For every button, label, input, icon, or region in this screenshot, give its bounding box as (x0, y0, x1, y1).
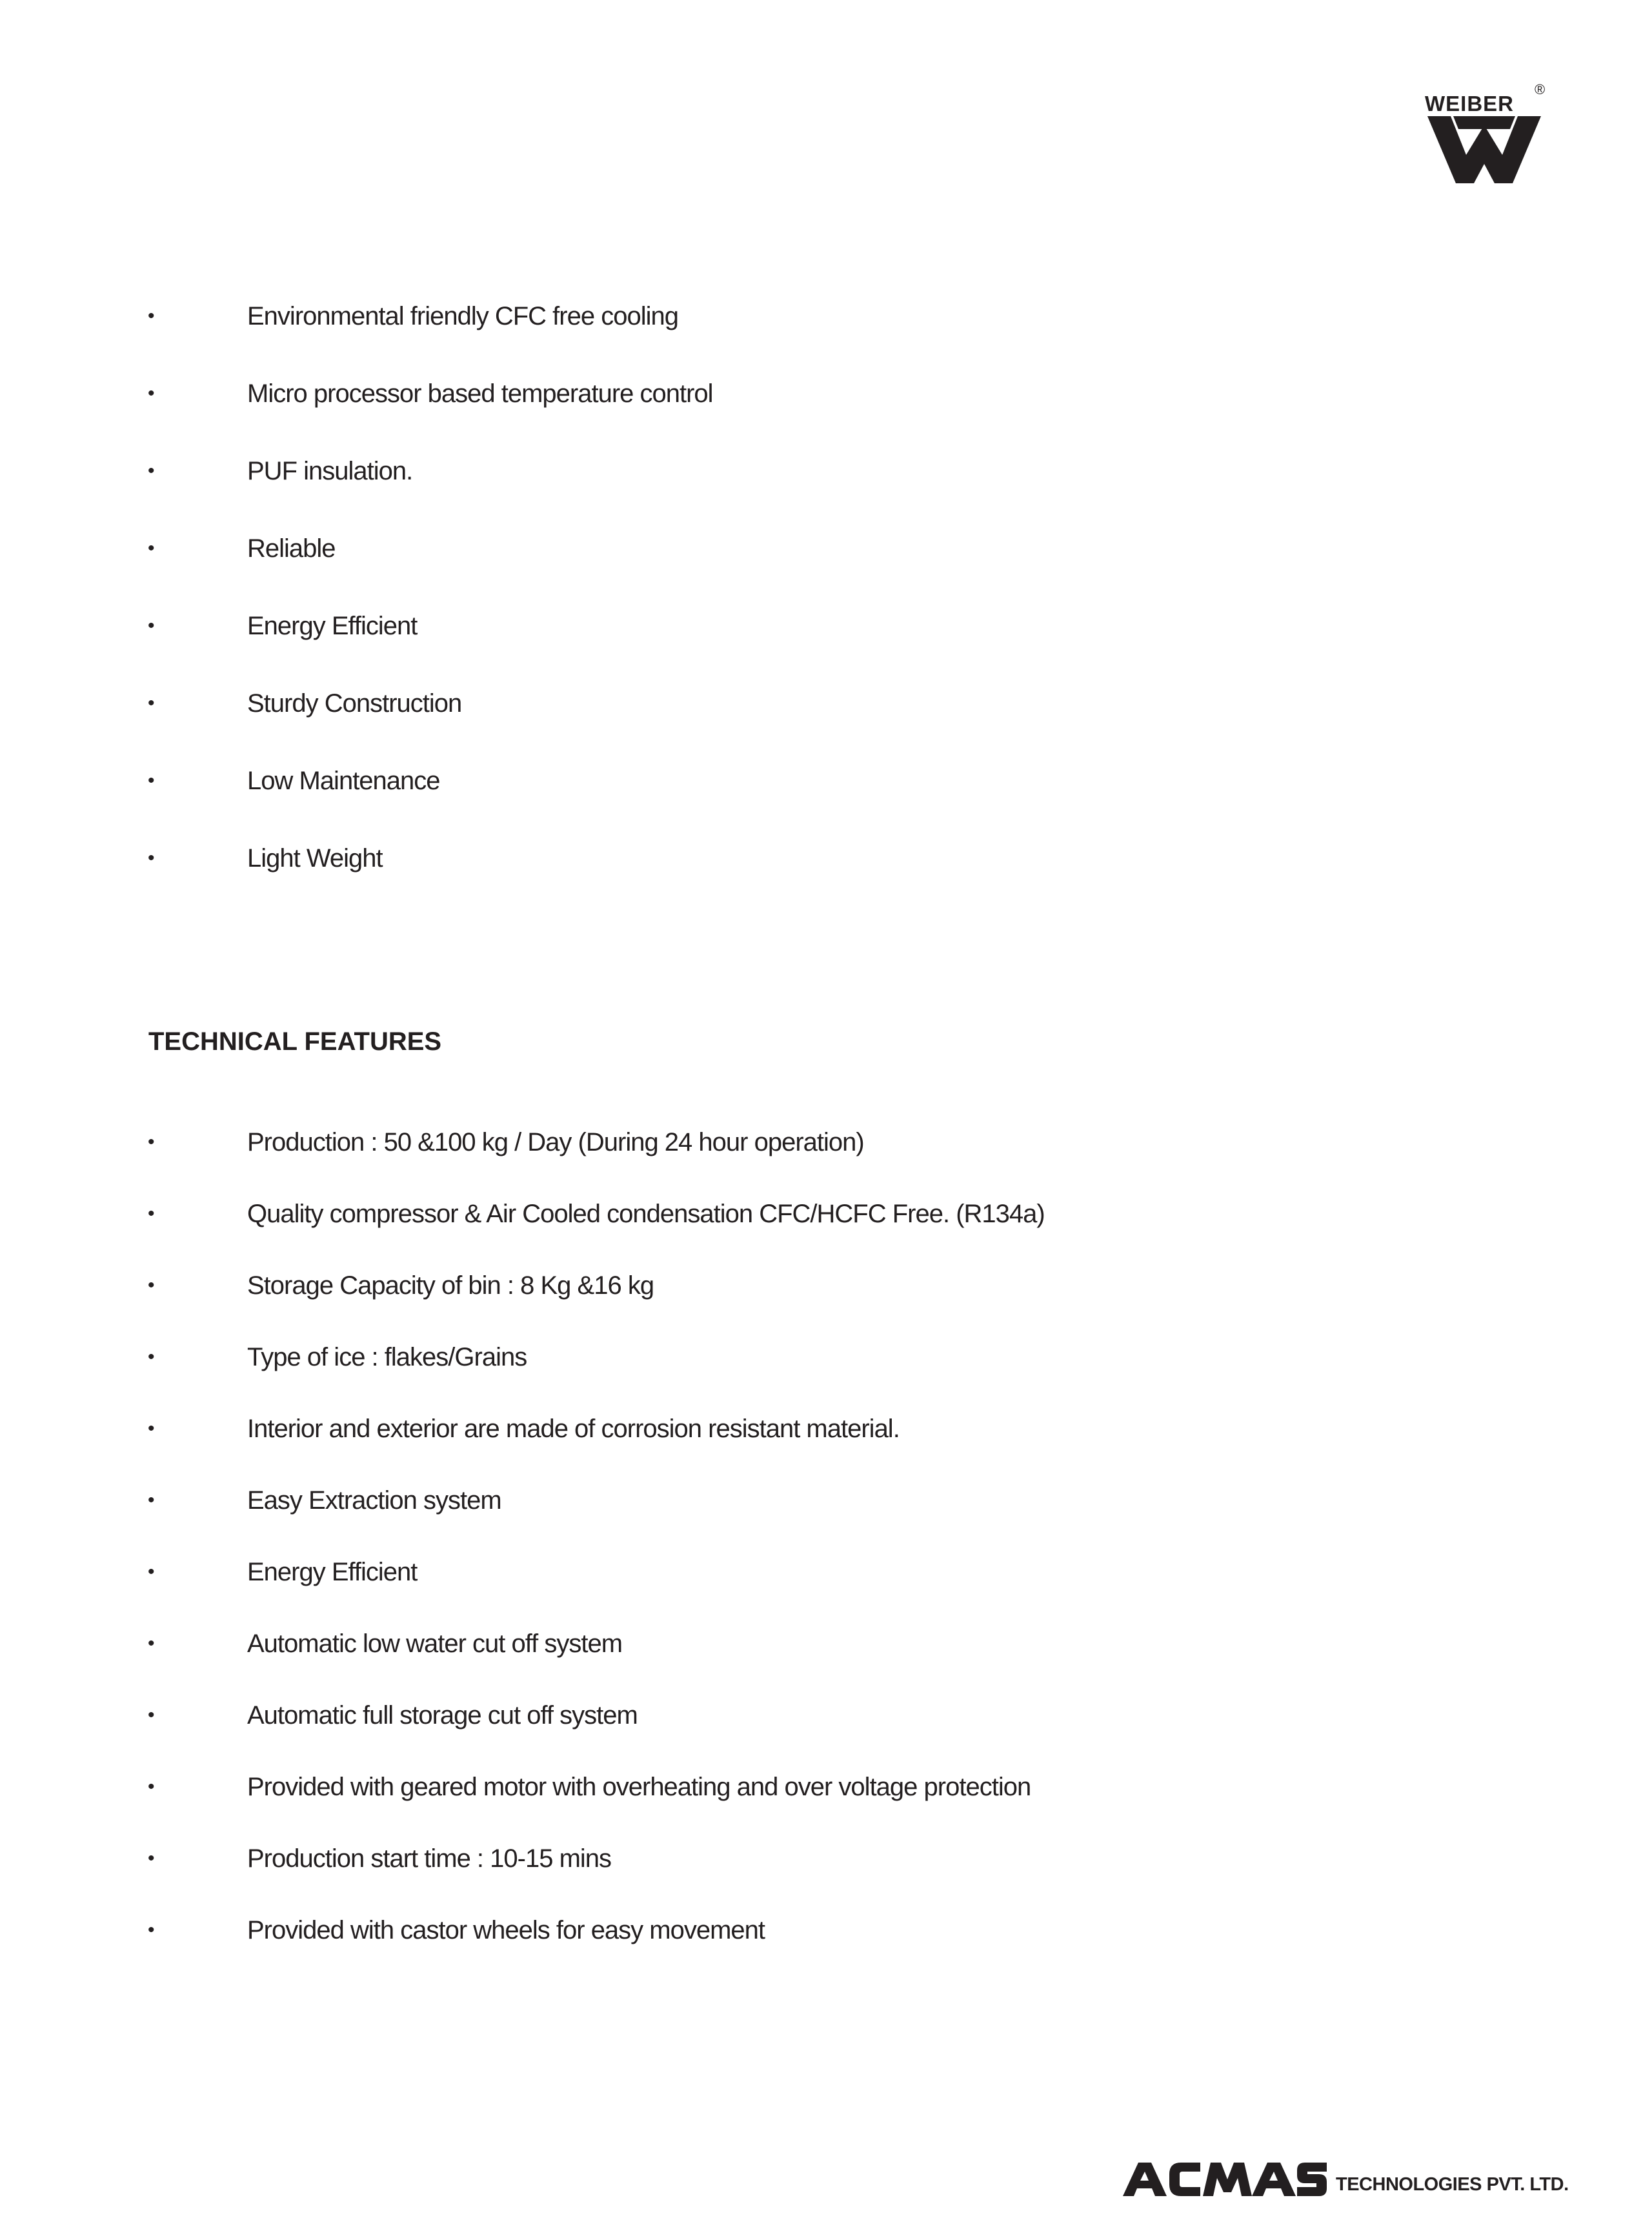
technical-features-heading: TECHNICAL FEATURES (148, 1027, 442, 1056)
bullet: • (148, 1418, 155, 1439)
bullet: • (148, 383, 155, 404)
feature-text: PUF insulation. (247, 457, 413, 485)
technical-feature-text: Storage Capacity of bin : 8 Kg &16 kg (247, 1271, 654, 1300)
technical-feature-text: Provided with geared motor with overheating and over voltage protection (247, 1773, 1031, 1801)
company-suffix: TECHNOLOGIES PVT. LTD. (1336, 2174, 1569, 2195)
technical-feature-text: Type of ice : flakes/Grains (247, 1343, 527, 1371)
bullet: • (148, 692, 155, 714)
technical-feature-text: Provided with castor wheels for easy movement (247, 1916, 765, 1944)
bullet: • (148, 305, 155, 327)
feature-text: Sturdy Construction (247, 689, 462, 718)
bullet: • (148, 847, 155, 869)
bullet: • (148, 1203, 155, 1224)
feature-text: Micro processor based temperature control (247, 379, 713, 408)
feature-text: Reliable (247, 534, 336, 563)
technical-feature-text: Automatic full storage cut off system (247, 1701, 638, 1730)
feature-text: Environmental friendly CFC free cooling (247, 302, 678, 330)
technical-feature-text: Production : 50 &100 kg / Day (During 24 hour operation) (247, 1128, 864, 1156)
bullet: • (148, 615, 155, 636)
bullet: • (148, 1275, 155, 1296)
bullet: • (148, 1131, 155, 1153)
bullet: • (148, 460, 155, 481)
bullet: • (148, 1633, 155, 1654)
bullet: • (148, 538, 155, 559)
feature-text: Energy Efficient (247, 612, 418, 640)
registered-mark: ® (1535, 81, 1546, 97)
bullet: • (148, 1704, 155, 1726)
bullet: • (148, 1346, 155, 1367)
bullet: • (148, 1919, 155, 1941)
technical-feature-text: Automatic low water cut off system (247, 1630, 623, 1658)
technical-feature-text: Interior and exterior are made of corrosion resistant material. (247, 1415, 900, 1443)
weiber-logo (1425, 83, 1547, 186)
technical-feature-text: Energy Efficient (247, 1558, 418, 1586)
bullet: • (148, 1561, 155, 1582)
brand-name: WEIBER (1425, 92, 1514, 116)
feature-text: Light Weight (247, 844, 383, 873)
acmas-logo (1123, 2159, 1569, 2204)
bullet: • (148, 1848, 155, 1869)
acmas-wordmark-icon (1123, 2161, 1327, 2197)
weiber-w-emblem-icon (1427, 116, 1541, 183)
technical-feature-text: Quality compressor & Air Cooled condensation CFC/HCFC Free. (R134a) (247, 1200, 1045, 1228)
technical-feature-text: Production start time : 10-15 mins (247, 1844, 612, 1873)
bullet: • (148, 770, 155, 791)
feature-text: Low Maintenance (247, 767, 440, 795)
technical-feature-text: Easy Extraction system (247, 1486, 501, 1515)
bullet: • (148, 1776, 155, 1797)
bullet: • (148, 1489, 155, 1511)
